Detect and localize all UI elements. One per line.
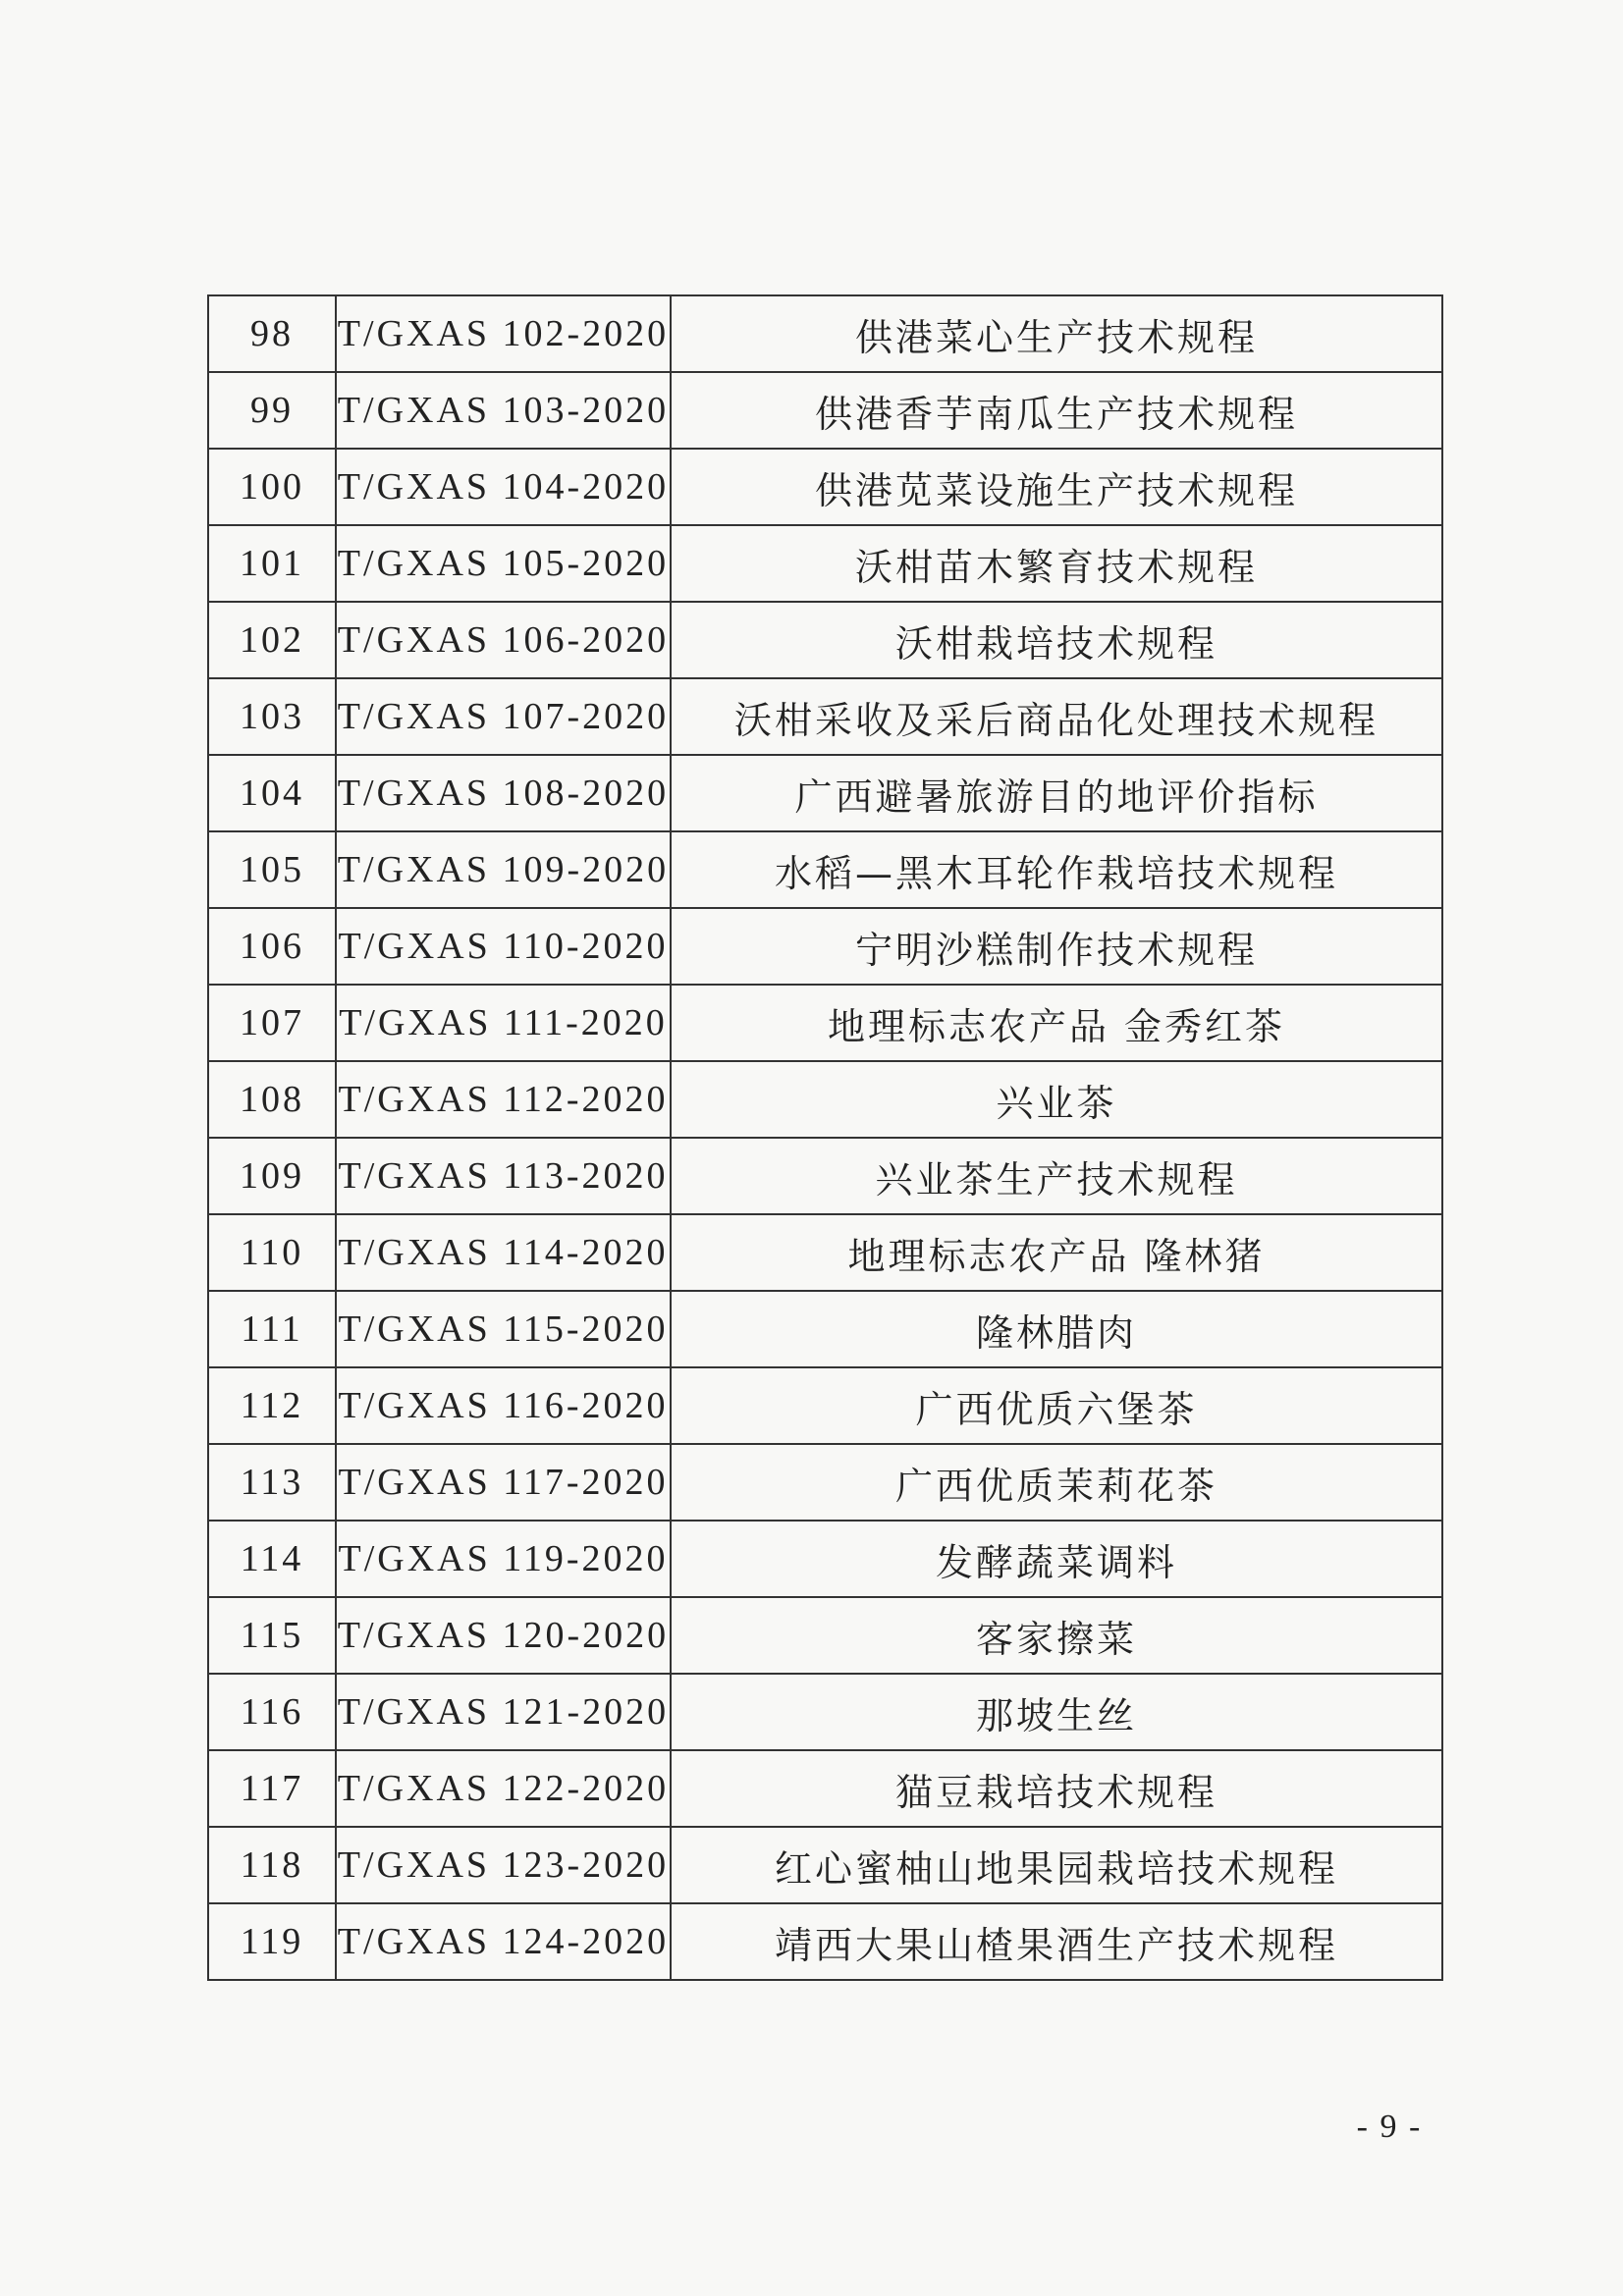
table-row: [208, 1827, 1442, 1903]
standard-name-cell: 靖西大果山楂果酒生产技术规程: [671, 1903, 1442, 1980]
table-row: [208, 1597, 1442, 1674]
standard-code-cell: T/GXAS 122-2020: [336, 1750, 671, 1827]
standard-name-cell: 供港菜心生产技术规程: [671, 295, 1442, 372]
standard-name-cell: 沃柑栽培技术规程: [671, 602, 1442, 678]
standard-name-cell: 红心蜜柚山地果园栽培技术规程: [671, 1827, 1442, 1903]
table-row: [208, 1674, 1442, 1750]
standard-name-cell: 供港香芋南瓜生产技术规程: [671, 372, 1442, 449]
row-number-cell: 113: [208, 1444, 336, 1521]
row-number-cell: 102: [208, 602, 336, 678]
table-row: [208, 1444, 1442, 1521]
table-row: [208, 678, 1442, 755]
standard-code-cell: T/GXAS 124-2020: [336, 1903, 671, 1980]
row-number-cell: 111: [208, 1291, 336, 1367]
row-number-cell: 106: [208, 908, 336, 985]
row-number-cell: 105: [208, 831, 336, 908]
standard-code-cell: T/GXAS 119-2020: [336, 1521, 671, 1597]
standards-table-body: [208, 295, 1442, 1980]
standard-code-cell: T/GXAS 102-2020: [336, 295, 671, 372]
standard-code-cell: T/GXAS 111-2020: [336, 985, 671, 1061]
row-number-cell: 101: [208, 525, 336, 602]
standard-name-cell: 地理标志农产品 金秀红茶: [671, 985, 1442, 1061]
row-number-cell: 114: [208, 1521, 336, 1597]
table-row: [208, 1061, 1442, 1138]
standard-name-cell: 沃柑苗木繁育技术规程: [671, 525, 1442, 602]
standard-code-cell: T/GXAS 109-2020: [336, 831, 671, 908]
table-row: [208, 449, 1442, 525]
table-row: [208, 295, 1442, 372]
table-row: [208, 372, 1442, 449]
row-number-cell: 107: [208, 985, 336, 1061]
standard-name-cell: 那坡生丝: [671, 1674, 1442, 1750]
row-number-cell: 104: [208, 755, 336, 831]
table-row: [208, 755, 1442, 831]
table-row: [208, 1903, 1442, 1980]
standard-name-cell: 广西避暑旅游目的地评价指标: [671, 755, 1442, 831]
standard-name-cell: 沃柑采收及采后商品化处理技术规程: [671, 678, 1442, 755]
standard-code-cell: T/GXAS 115-2020: [336, 1291, 671, 1367]
table-row: [208, 908, 1442, 985]
row-number-cell: 119: [208, 1903, 336, 1980]
table-row: [208, 1750, 1442, 1827]
standard-code-cell: T/GXAS 107-2020: [336, 678, 671, 755]
row-number-cell: 103: [208, 678, 336, 755]
standard-code-cell: T/GXAS 110-2020: [336, 908, 671, 985]
table-row: [208, 1521, 1442, 1597]
row-number-cell: 115: [208, 1597, 336, 1674]
standard-name-cell: 地理标志农产品 隆林猪: [671, 1214, 1442, 1291]
table-row: [208, 985, 1442, 1061]
standard-code-cell: T/GXAS 121-2020: [336, 1674, 671, 1750]
table-row: [208, 1291, 1442, 1367]
standard-name-cell: 猫豆栽培技术规程: [671, 1750, 1442, 1827]
standard-code-cell: T/GXAS 114-2020: [336, 1214, 671, 1291]
row-number-cell: 98: [208, 295, 336, 372]
standard-code-cell: T/GXAS 104-2020: [336, 449, 671, 525]
standard-code-cell: T/GXAS 120-2020: [336, 1597, 671, 1674]
table-row: [208, 525, 1442, 602]
table-row: [208, 602, 1442, 678]
row-number-cell: 108: [208, 1061, 336, 1138]
standard-name-cell: 宁明沙糕制作技术规程: [671, 908, 1442, 985]
row-number-cell: 118: [208, 1827, 336, 1903]
standard-code-cell: T/GXAS 116-2020: [336, 1367, 671, 1444]
standard-name-cell: 发酵蔬菜调料: [671, 1521, 1442, 1597]
standard-code-cell: T/GXAS 117-2020: [336, 1444, 671, 1521]
row-number-cell: 109: [208, 1138, 336, 1214]
table-row: [208, 1367, 1442, 1444]
standard-code-cell: T/GXAS 112-2020: [336, 1061, 671, 1138]
standard-name-cell: 客家擦菜: [671, 1597, 1442, 1674]
standard-code-cell: T/GXAS 105-2020: [336, 525, 671, 602]
standard-code-cell: T/GXAS 103-2020: [336, 372, 671, 449]
standard-code-cell: T/GXAS 113-2020: [336, 1138, 671, 1214]
row-number-cell: 99: [208, 372, 336, 449]
standard-name-cell: 广西优质六堡茶: [671, 1367, 1442, 1444]
row-number-cell: 116: [208, 1674, 336, 1750]
standard-name-cell: 水稻—黑木耳轮作栽培技术规程: [671, 831, 1442, 908]
table-row: [208, 831, 1442, 908]
page-number: - 9 -: [1356, 2109, 1423, 2145]
standard-code-cell: T/GXAS 108-2020: [336, 755, 671, 831]
standard-code-cell: T/GXAS 106-2020: [336, 602, 671, 678]
table-row: [208, 1214, 1442, 1291]
standard-name-cell: 供港苋菜设施生产技术规程: [671, 449, 1442, 525]
standards-table: [207, 294, 1443, 1981]
row-number-cell: 112: [208, 1367, 336, 1444]
standard-code-cell: T/GXAS 123-2020: [336, 1827, 671, 1903]
standard-name-cell: 隆林腊肉: [671, 1291, 1442, 1367]
row-number-cell: 117: [208, 1750, 336, 1827]
standard-name-cell: 广西优质茉莉花茶: [671, 1444, 1442, 1521]
row-number-cell: 110: [208, 1214, 336, 1291]
standard-name-cell: 兴业茶: [671, 1061, 1442, 1138]
table-row: [208, 1138, 1442, 1214]
standard-name-cell: 兴业茶生产技术规程: [671, 1138, 1442, 1214]
row-number-cell: 100: [208, 449, 336, 525]
